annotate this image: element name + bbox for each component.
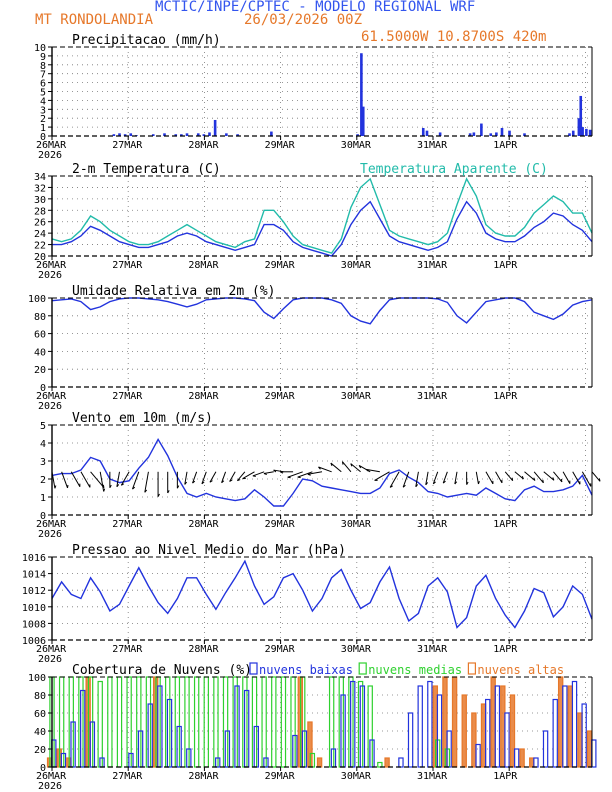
x-tick-label: 27MAR (112, 391, 143, 402)
y-tick-label: 3 (39, 105, 46, 117)
cloud-bar-high (588, 731, 592, 767)
y-tick-label: 0 (39, 383, 46, 394)
cloud-bar-medium (214, 677, 218, 767)
cloud-bar-high (578, 713, 582, 767)
y-tick-label: 22 (33, 240, 46, 252)
y-tick-label: 0 (39, 763, 46, 774)
y-tick-label: 60 (33, 709, 46, 720)
panel-title: Vento em 10m (m/s) (72, 411, 213, 426)
y-tick-label: 100 (27, 294, 46, 305)
precip-bar (585, 129, 588, 136)
x-tick-label: 28MAR (188, 519, 219, 530)
y-tick-label: 60 (33, 329, 46, 341)
x-tick-label: 30MAR (340, 140, 371, 151)
y-tick-label: 20 (33, 252, 46, 263)
x-tick-label: 31MAR (417, 519, 448, 530)
wind-arrow (318, 467, 331, 472)
panel-title: Pressao ao Nivel Medio do Mar (hPa) (72, 543, 346, 558)
y-tick-label: 40 (33, 347, 46, 359)
cloud-bar-high (530, 758, 534, 767)
wind-arrow (237, 472, 244, 481)
panel-title: Cobertura de Nuvens (%) (72, 663, 253, 678)
cloud-bar-high (385, 758, 389, 767)
precip-bar (581, 127, 584, 136)
precip-bar (129, 133, 132, 136)
series-line-blue (52, 561, 592, 627)
y-tick-label: 1010 (21, 602, 46, 614)
y-tick-label: 3 (39, 457, 46, 468)
x-tick-label: 27MAR (112, 519, 143, 530)
x-tick-label: 1APR (493, 260, 518, 271)
precip-bar (225, 133, 228, 136)
station-name: MT RONDOLANDIA (35, 12, 154, 28)
x-year-label: 2026 (38, 270, 63, 281)
x-tick-label: 27MAR (112, 140, 143, 151)
x-tick-label: 1APR (493, 771, 518, 782)
series-line-blue (52, 202, 592, 256)
x-tick-label: 26MAR (36, 140, 67, 151)
y-tick-label: 1006 (21, 636, 46, 647)
legend-nuvens-baixas: nuvens baixas (259, 663, 353, 677)
cloud-bar-high (501, 686, 505, 767)
panel-mslp (22, 543, 592, 665)
panel-title: Precipitacao (mm/h) (72, 33, 221, 48)
x-tick-label: 1APR (493, 140, 518, 151)
x-tick-label: 29MAR (264, 519, 295, 530)
wind-arrow (351, 464, 361, 472)
y-tick-label: 2 (39, 475, 46, 486)
y-tick-label: 5 (39, 421, 46, 432)
precip-bar (480, 124, 483, 136)
x-tick-label: 30MAR (340, 260, 371, 271)
wind-arrow (331, 463, 341, 472)
wind-arrow (100, 472, 103, 492)
location-label: 61.5000W 10.8700S 420m (361, 29, 547, 45)
cloud-bar-medium (195, 677, 199, 767)
x-tick-label: 1APR (493, 391, 518, 402)
x-tick-label: 1APR (493, 519, 518, 530)
cloud-bar-low (486, 700, 490, 768)
wind-arrow-head (104, 489, 105, 492)
series-line-blue (52, 298, 592, 324)
legend-apparent-temperature: Temperatura Aparente (C) (360, 162, 548, 177)
wind-arrow (553, 472, 561, 482)
precip-bar (589, 130, 592, 136)
x-year-label: 2026 (38, 654, 63, 665)
y-tick-label: 4 (39, 96, 46, 108)
y-tick-label: 2 (39, 114, 46, 126)
y-tick-label: 4 (39, 439, 46, 450)
legend-swatch-green (359, 663, 366, 674)
cloud-bar-low (399, 758, 403, 767)
y-tick-label: 1014 (21, 569, 46, 581)
y-tick-label: 20 (33, 745, 46, 756)
wind-arrow-head (599, 478, 600, 481)
x-tick-label: 26MAR (36, 519, 67, 530)
wind-arrow (505, 472, 512, 481)
cloud-bar-medium (262, 677, 266, 767)
x-tick-label: 30MAR (340, 391, 371, 402)
x-tick-label: 29MAR (264, 140, 295, 151)
precip-bar (362, 107, 365, 136)
wind-arrow (342, 462, 350, 472)
precip-bar (426, 131, 429, 136)
x-tick-label: 26MAR (36, 391, 67, 402)
y-tick-label: 6 (39, 78, 46, 90)
cloud-bar-medium (204, 677, 208, 767)
wind-arrow (496, 472, 502, 483)
y-tick-label: 5 (39, 87, 46, 99)
y-tick-label: 20 (33, 365, 46, 377)
x-tick-label: 28MAR (188, 391, 219, 402)
cloud-bar-high (559, 677, 563, 767)
precip-bar (572, 131, 575, 136)
x-tick-label: 28MAR (188, 140, 219, 151)
x-tick-label: 26MAR (36, 644, 67, 655)
wind-arrow (534, 472, 543, 483)
wind-arrow (145, 472, 149, 492)
wind-arrow-head (478, 481, 479, 484)
x-tick-label: 26MAR (36, 260, 67, 271)
cloud-bar-medium (281, 677, 285, 767)
x-tick-label: 26MAR (36, 771, 67, 782)
cloud-bar-low (534, 758, 538, 767)
wind-arrow (563, 472, 570, 484)
x-tick-label: 28MAR (188, 260, 219, 271)
wind-arrow-head (55, 486, 56, 489)
cloud-bar-high (481, 704, 485, 767)
panel-temp (34, 162, 592, 281)
wind-arrow (253, 472, 264, 476)
y-tick-label: 40 (33, 727, 46, 738)
wind-arrow (81, 472, 90, 488)
y-tick-label: 1 (39, 493, 46, 504)
cloud-bar-medium (108, 677, 112, 767)
x-tick-label: 31MAR (417, 260, 448, 271)
precip-bar (186, 133, 189, 136)
panel-rh (28, 284, 592, 412)
cloud-bar-low (515, 749, 519, 767)
y-tick-label: 34 (33, 172, 46, 183)
x-tick-label: 29MAR (264, 260, 295, 271)
y-tick-label: 7 (39, 69, 46, 81)
cloud-bar-low (428, 682, 432, 768)
y-tick-label: 30 (33, 194, 46, 206)
cloud-bar-high (318, 758, 322, 767)
y-tick-label: 1016 (21, 553, 46, 564)
panel-clouds (28, 663, 596, 792)
y-tick-label: 8 (39, 60, 46, 72)
chart-title: MCTIC/INPE/CPTEC - MODELO REGIONAL WRF (155, 0, 476, 15)
x-year-label: 2026 (38, 150, 63, 161)
cloud-bar-high (568, 686, 572, 767)
x-tick-label: 30MAR (340, 771, 371, 782)
wind-arrow (390, 472, 399, 488)
x-tick-label: 28MAR (188, 771, 219, 782)
series-line-blue (52, 439, 592, 506)
x-tick-label: 27MAR (112, 771, 143, 782)
y-tick-label: 0 (39, 511, 46, 522)
wind-arrow (210, 472, 216, 482)
wind-arrow (525, 472, 535, 481)
x-tick-label: 31MAR (417, 140, 448, 151)
wind-arrow (264, 472, 274, 474)
x-tick-label: 29MAR (264, 391, 295, 402)
x-tick-label: 30MAR (340, 519, 371, 530)
wind-arrow (476, 472, 478, 484)
x-tick-label: 30MAR (340, 644, 371, 655)
precip-bar (270, 132, 273, 136)
cloud-bar-high (510, 695, 514, 767)
x-tick-label: 27MAR (112, 260, 143, 271)
x-tick-label: 31MAR (417, 391, 448, 402)
precip-bar (501, 128, 504, 136)
panel-title: Umidade Relativa em 2m (%) (72, 284, 276, 299)
x-tick-label: 31MAR (417, 771, 448, 782)
cloud-bar-medium (98, 682, 102, 768)
wind-arrow-head (561, 479, 562, 482)
wind-arrow-head (543, 480, 544, 483)
panel-precip (34, 33, 592, 161)
y-tick-label: 80 (33, 691, 46, 702)
wind-arrow (515, 472, 524, 479)
x-year-label: 2026 (38, 401, 63, 412)
wind-arrow (592, 472, 600, 481)
cloud-bar-medium (117, 677, 121, 767)
y-tick-label: 24 (33, 229, 46, 241)
precip-bar (508, 131, 511, 136)
y-tick-label: 100 (27, 673, 46, 684)
cloud-bar-low (476, 745, 480, 768)
x-tick-label: 27MAR (112, 644, 143, 655)
cloud-bar-low (408, 713, 412, 767)
x-tick-label: 1APR (493, 644, 518, 655)
precip-bar (214, 120, 217, 136)
wind-arrow (486, 472, 493, 484)
wind-arrow (121, 472, 129, 486)
x-tick-label: 31MAR (417, 644, 448, 655)
legend-nuvens-medias: nuvens medias (368, 663, 463, 677)
y-tick-label: 1012 (21, 586, 46, 598)
cloud-bar-low (505, 713, 509, 767)
cloud-bar-medium (378, 763, 382, 768)
precip-bar (422, 128, 425, 136)
cloud-bar-high (520, 749, 524, 767)
legend-nuvens-altas: nuvens altas (477, 663, 565, 677)
panel-wind (36, 411, 600, 540)
x-tick-label: 29MAR (264, 771, 295, 782)
run-date: 26/03/2026 00Z (244, 12, 363, 28)
y-tick-label: 32 (33, 183, 46, 195)
cloud-bar-high (491, 677, 495, 767)
y-tick-label: 1 (39, 123, 46, 135)
cloud-bar-low (572, 682, 576, 768)
y-tick-label: 28 (33, 206, 46, 218)
y-tick-label: 10 (33, 43, 46, 54)
x-year-label: 2026 (38, 529, 63, 540)
y-tick-label: 26 (33, 217, 46, 229)
cloud-bar-high (472, 713, 476, 767)
wind-arrow-head (308, 474, 311, 475)
cloud-bar-medium (272, 677, 276, 767)
panel-title: 2-m Temperatura (C) (72, 162, 221, 177)
x-year-label: 2026 (38, 781, 63, 792)
cloud-bar-low (495, 686, 499, 767)
cloud-bar-high (453, 677, 457, 767)
wind-arrow-head (264, 474, 267, 475)
y-tick-label: 9 (39, 51, 46, 63)
y-tick-label: 0 (39, 132, 46, 143)
wind-arrow-head (512, 478, 513, 481)
wind-arrow (230, 472, 236, 482)
cloud-bar-low (418, 686, 422, 767)
wind-arrow (544, 472, 554, 480)
cloud-bar-low (563, 686, 567, 767)
y-tick-label: 80 (33, 311, 46, 323)
precip-bar (489, 133, 492, 136)
cloud-bar-low (553, 700, 557, 768)
y-tick-label: 1008 (21, 619, 46, 631)
wind-arrow-head (342, 462, 343, 465)
x-tick-label: 29MAR (264, 644, 295, 655)
legend-swatch-orange (468, 663, 475, 674)
x-tick-label: 28MAR (188, 644, 219, 655)
cloud-bar-high (462, 695, 466, 767)
